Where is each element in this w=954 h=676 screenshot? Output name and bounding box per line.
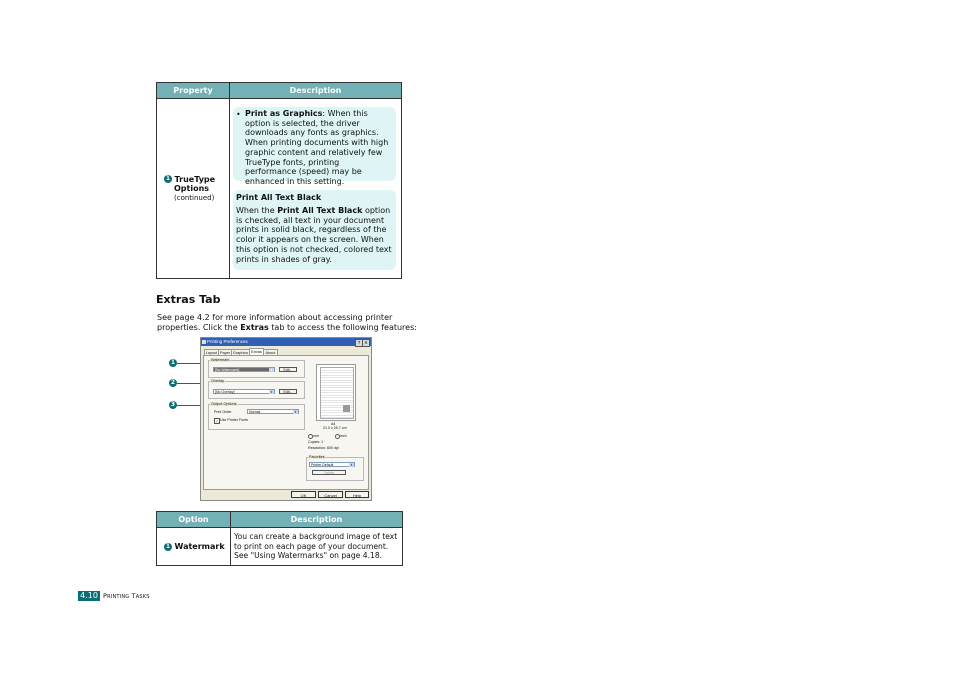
print-as-graphics-label: Print as Graphics bbox=[245, 109, 323, 118]
help-icon[interactable]: ? bbox=[355, 339, 363, 347]
dialog-callout-3: 3 bbox=[170, 401, 176, 408]
print-order-select[interactable] bbox=[247, 409, 299, 414]
print-all-text-black-bold: Print All Text Black bbox=[277, 206, 363, 215]
paragraph-post: tab to access the following features: bbox=[268, 323, 417, 332]
close-icon[interactable]: X bbox=[362, 339, 370, 347]
print-all-text-black-text: option is checked, all text in your document prints in solid black, regardless of the color it appears on the screen. When this option is not checked, colored text prints in shades of gray. bbox=[236, 206, 392, 264]
chevron-down-icon: ▾ bbox=[270, 390, 273, 394]
paragraph-pre: properties. Click the bbox=[157, 323, 241, 332]
tab-panel bbox=[203, 355, 369, 490]
property-header: Property bbox=[157, 83, 230, 99]
watermark-value: [No Watermark] bbox=[215, 368, 240, 372]
tab-about[interactable]: About bbox=[263, 349, 278, 357]
section-heading: Extras Tab bbox=[156, 293, 221, 306]
preview-size: 21.0 x 29.7 cm bbox=[323, 426, 347, 430]
favorites-select[interactable] bbox=[309, 462, 355, 467]
resolution-info: Resolution: 600 dpi bbox=[308, 446, 339, 450]
extras-options-table bbox=[156, 511, 403, 566]
option-description-text: You can create a background image of text to print on each page of your document. See "Using Watermarks" on page 4.18. bbox=[234, 532, 398, 561]
print-as-graphics-callout bbox=[233, 107, 396, 186]
dialog-callout-1: 1 bbox=[170, 359, 176, 366]
tab-paper[interactable]: Paper bbox=[219, 351, 231, 355]
callout-number: 1 bbox=[165, 175, 171, 182]
preview-paper: A4 bbox=[331, 422, 336, 426]
chevron-down-icon: ▾ bbox=[350, 463, 353, 467]
paragraph-extras: Extras bbox=[240, 323, 269, 332]
tab-extras[interactable]: Extras bbox=[249, 348, 264, 357]
use-printer-fonts-checkbox[interactable]: ✓ bbox=[215, 419, 219, 423]
favorites-group bbox=[306, 457, 364, 481]
copies-info: Copies: 1 bbox=[308, 440, 324, 444]
watermark-edit-button[interactable]: Edit... bbox=[279, 367, 297, 372]
tab-layout[interactable]: Layout bbox=[205, 351, 218, 355]
use-printer-fonts-label: Use Printer Fonts bbox=[220, 418, 248, 422]
preview-image bbox=[343, 405, 350, 412]
property-name-line2: Options bbox=[174, 183, 210, 193]
output-options-group bbox=[208, 404, 305, 430]
dialog-title: Printing Preferences bbox=[207, 339, 248, 344]
property-note: (continued) bbox=[174, 193, 215, 202]
page-number: 4.10 bbox=[78, 591, 100, 601]
tab-graphics[interactable]: Graphics bbox=[232, 351, 249, 355]
overlay-group-label: Overlay bbox=[211, 379, 225, 383]
print-order-value: Normal bbox=[249, 410, 261, 414]
option-name: Watermark bbox=[174, 542, 225, 551]
delete-button[interactable]: Delete bbox=[312, 470, 346, 475]
option-number: 1 bbox=[165, 542, 171, 550]
help-button[interactable]: Help bbox=[345, 491, 369, 498]
inch-label: inch bbox=[340, 434, 347, 438]
watermark-group-label: Watermark bbox=[211, 358, 230, 362]
description-header: Description bbox=[231, 512, 403, 528]
property-cell bbox=[157, 99, 230, 279]
option-cell bbox=[157, 528, 231, 566]
paragraph-line1: See page 4.2 for more information about accessing printer bbox=[157, 313, 393, 322]
section-paragraph bbox=[157, 313, 417, 333]
print-order-label: Print Order bbox=[214, 410, 232, 414]
mm-label: mm bbox=[313, 434, 319, 438]
chevron-down-icon: ▾ bbox=[294, 410, 297, 414]
cancel-button[interactable]: Cancel bbox=[318, 491, 343, 498]
overlay-select[interactable] bbox=[213, 389, 275, 394]
chapter-title: Printing Tasks bbox=[103, 592, 150, 600]
print-as-graphics-text: : When this option is selected, the driver downloads any fonts as graphics. When printing documents with high graphic content and relatively few TrueType fonts, printing performance (speed) may be enhanced in this setting. bbox=[245, 109, 389, 186]
page-preview bbox=[316, 364, 356, 421]
printing-preferences-dialog bbox=[200, 337, 372, 501]
print-all-text-black-pre: When the bbox=[236, 206, 278, 215]
dialog-printer-icon bbox=[202, 340, 206, 344]
favorites-value: Printer Default bbox=[311, 463, 334, 467]
print-all-text-black-title: Print All Text Black bbox=[236, 193, 322, 202]
dialog-callout-2: 2 bbox=[170, 379, 176, 386]
overlay-edit-button[interactable]: Edit... bbox=[279, 389, 297, 394]
chevron-down-icon: ▾ bbox=[270, 368, 273, 372]
favorites-label: Favorites bbox=[309, 455, 325, 459]
watermark-select[interactable] bbox=[213, 367, 275, 372]
dialog-titlebar bbox=[201, 338, 371, 346]
ok-button[interactable]: OK bbox=[291, 491, 316, 498]
option-description bbox=[231, 528, 403, 566]
print-all-text-black-callout bbox=[233, 190, 396, 270]
description-header: Description bbox=[230, 83, 402, 99]
output-options-label: Output Options bbox=[211, 402, 237, 406]
option-header: Option bbox=[157, 512, 231, 528]
overlay-value: [No Overlay] bbox=[215, 390, 235, 394]
property-name-line1: TrueType bbox=[174, 174, 216, 184]
bullet: • bbox=[236, 110, 241, 119]
